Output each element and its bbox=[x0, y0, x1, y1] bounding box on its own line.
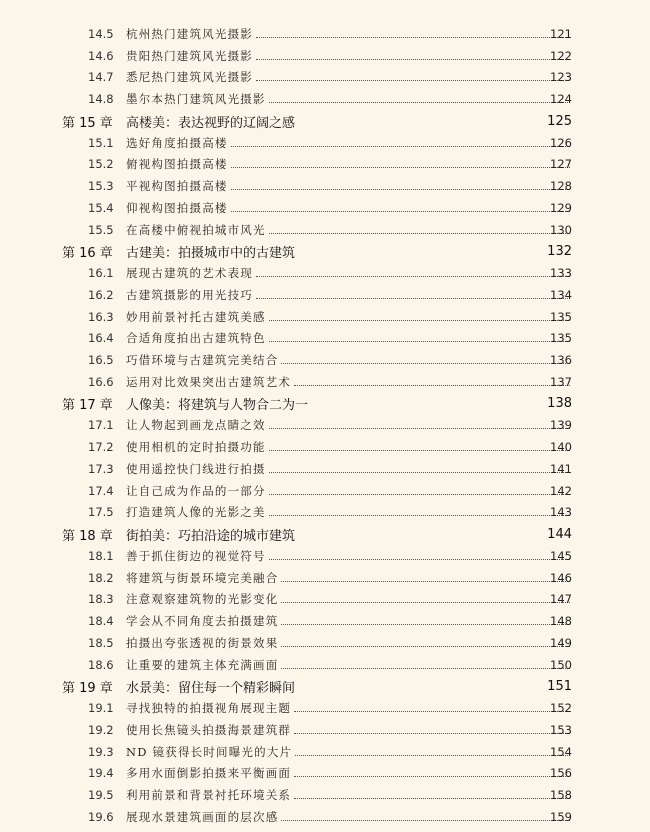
dot-leader bbox=[269, 471, 570, 473]
section-page-number: 130 bbox=[550, 222, 572, 237]
section-number: 19.6 bbox=[88, 809, 114, 824]
section-title: 运用对比效果突出古建筑艺术 bbox=[126, 374, 292, 389]
toc-section-row[interactable] bbox=[0, 589, 650, 611]
section-title-wrap bbox=[126, 178, 570, 194]
chapter-number: 第 15 章 bbox=[62, 115, 113, 131]
section-title-wrap bbox=[126, 135, 570, 151]
chapter-title: 人像美：将建筑与人物合二为一 bbox=[126, 398, 309, 414]
section-title-wrap bbox=[126, 461, 570, 477]
dot-leader bbox=[269, 427, 570, 429]
section-number: 16.4 bbox=[88, 331, 114, 346]
chapter-number: 第 16 章 bbox=[62, 246, 113, 261]
section-title-wrap bbox=[126, 156, 570, 172]
section-title: 巧借环境与古建筑完美结合 bbox=[126, 353, 279, 368]
dot-leader bbox=[281, 645, 570, 647]
dot-leader bbox=[269, 101, 570, 103]
section-title-wrap bbox=[126, 417, 570, 433]
toc-section-row[interactable] bbox=[0, 763, 650, 785]
section-title-wrap bbox=[126, 700, 570, 716]
chapter-number: 第 17 章 bbox=[62, 398, 113, 414]
dot-leader bbox=[281, 362, 570, 364]
dot-leader bbox=[269, 232, 570, 234]
section-number: 15.1 bbox=[88, 135, 114, 150]
section-number: 18.3 bbox=[88, 592, 114, 607]
toc-section-row[interactable] bbox=[0, 567, 650, 589]
toc-section-row[interactable] bbox=[0, 610, 650, 632]
section-page-number: 145 bbox=[550, 548, 572, 563]
dot-leader bbox=[231, 210, 570, 212]
section-title: 选好角度拍摄高楼 bbox=[126, 135, 228, 150]
toc-section-row[interactable] bbox=[0, 284, 650, 306]
toc-chapter-row[interactable] bbox=[0, 241, 650, 263]
section-page-number: 148 bbox=[550, 614, 572, 629]
section-title: 悉尼热门建筑风光摄影 bbox=[126, 70, 253, 85]
section-page-number: 142 bbox=[550, 483, 572, 498]
section-page-number: 133 bbox=[550, 266, 572, 281]
section-number: 18.1 bbox=[88, 548, 114, 563]
toc-section-row[interactable] bbox=[0, 697, 650, 719]
dot-leader bbox=[231, 166, 570, 168]
section-title: ND 镜获得长时间曝光的大片 bbox=[126, 744, 293, 759]
section-page-number: 153 bbox=[550, 722, 572, 737]
section-number: 14.7 bbox=[88, 70, 114, 85]
section-page-number: 156 bbox=[550, 766, 572, 781]
toc-section-row[interactable] bbox=[0, 197, 650, 219]
chapter-page-number: 151 bbox=[547, 679, 572, 694]
chapter-page-number: 144 bbox=[547, 526, 572, 542]
section-page-number: 159 bbox=[550, 809, 572, 824]
section-title: 仰视构图拍摄高楼 bbox=[126, 200, 228, 215]
section-title-wrap bbox=[126, 330, 570, 346]
dot-leader bbox=[281, 623, 570, 625]
dot-leader bbox=[294, 775, 570, 777]
toc-section-row[interactable] bbox=[0, 306, 650, 328]
dot-leader bbox=[269, 449, 570, 451]
section-title: 利用前景和背景衬托环境关系 bbox=[126, 788, 292, 803]
section-number: 18.5 bbox=[88, 635, 114, 650]
toc-section-row[interactable] bbox=[0, 502, 650, 524]
toc-section-row[interactable] bbox=[0, 88, 650, 110]
section-number: 18.6 bbox=[88, 657, 114, 672]
toc-section-row[interactable] bbox=[0, 806, 650, 828]
chapter-number: 第 18 章 bbox=[62, 528, 113, 544]
dot-leader bbox=[231, 188, 570, 190]
section-number: 19.1 bbox=[88, 701, 114, 716]
section-number: 17.2 bbox=[88, 440, 114, 455]
section-page-number: 141 bbox=[550, 461, 572, 476]
section-title: 妙用前景衬托古建筑美感 bbox=[126, 309, 266, 324]
dot-leader bbox=[281, 667, 570, 669]
section-number: 17.4 bbox=[88, 483, 114, 498]
section-title-wrap bbox=[126, 744, 570, 760]
dot-leader bbox=[281, 580, 570, 582]
dot-leader bbox=[294, 797, 570, 799]
section-title: 善于抓住街边的视觉符号 bbox=[126, 548, 266, 563]
toc-section-row[interactable] bbox=[0, 654, 650, 676]
dot-leader bbox=[269, 558, 570, 560]
section-title-wrap bbox=[126, 504, 570, 520]
section-title: 让重要的建筑主体充满画面 bbox=[126, 657, 279, 672]
section-number: 16.1 bbox=[88, 266, 114, 281]
section-title: 展现古建筑的艺术表现 bbox=[126, 266, 253, 281]
section-title-wrap bbox=[126, 787, 570, 803]
section-title: 多用水面倒影拍摄来平衡画面 bbox=[126, 766, 292, 781]
section-number: 19.3 bbox=[88, 744, 114, 759]
section-page-number: 143 bbox=[550, 505, 572, 520]
toc-chapter-row[interactable] bbox=[0, 523, 650, 545]
toc-section-row[interactable] bbox=[0, 132, 650, 154]
toc-section-row[interactable] bbox=[0, 23, 650, 45]
section-number: 14.6 bbox=[88, 48, 114, 63]
section-title-wrap bbox=[126, 200, 570, 216]
chapter-title: 古建美：拍摄城市中的古建筑 bbox=[126, 246, 296, 261]
toc-section-row[interactable] bbox=[0, 371, 650, 393]
toc-section-row[interactable] bbox=[0, 349, 650, 371]
toc-section-row[interactable] bbox=[0, 328, 650, 350]
dot-leader bbox=[256, 79, 570, 81]
toc-section-row[interactable] bbox=[0, 154, 650, 176]
dot-leader bbox=[294, 384, 570, 386]
section-page-number: 152 bbox=[550, 701, 572, 716]
section-page-number: 139 bbox=[550, 418, 572, 433]
chapter-title: 水景美：留住每一个精彩瞬间 bbox=[126, 681, 296, 696]
toc-section-row[interactable] bbox=[0, 458, 650, 480]
section-title: 拍摄出夸张透视的街景效果 bbox=[126, 635, 279, 650]
section-title: 杭州热门建筑风光摄影 bbox=[126, 26, 253, 41]
chapter-page-number: 132 bbox=[547, 244, 572, 259]
dot-leader bbox=[269, 340, 570, 342]
section-title: 让自己成为作品的一部分 bbox=[126, 483, 266, 498]
chapter-number: 第 19 章 bbox=[62, 681, 113, 696]
toc-section-row[interactable] bbox=[0, 436, 650, 458]
section-title-wrap bbox=[126, 591, 570, 607]
section-title: 古建筑摄影的用光技巧 bbox=[126, 287, 253, 302]
section-title-wrap bbox=[126, 613, 570, 629]
section-number: 19.2 bbox=[88, 722, 114, 737]
section-title-wrap bbox=[126, 722, 570, 738]
section-number: 15.4 bbox=[88, 200, 114, 215]
chapter-title: 高楼美：表达视野的辽阔之感 bbox=[126, 115, 296, 131]
section-title-wrap bbox=[126, 374, 570, 390]
dot-leader bbox=[269, 493, 570, 495]
section-number: 16.2 bbox=[88, 287, 114, 302]
section-title-wrap bbox=[126, 69, 570, 85]
section-title: 墨尔本热门建筑风光摄影 bbox=[126, 92, 266, 107]
chapter-page-number: 138 bbox=[547, 396, 572, 412]
section-title: 让人物起到画龙点睛之效 bbox=[126, 418, 266, 433]
section-title: 平视构图拍摄高楼 bbox=[126, 179, 228, 194]
section-page-number: 127 bbox=[550, 157, 572, 172]
section-number: 19.4 bbox=[88, 766, 114, 781]
dot-leader bbox=[269, 319, 570, 321]
section-title-wrap bbox=[126, 570, 570, 586]
section-page-number: 121 bbox=[550, 26, 572, 41]
section-title: 使用相机的定时拍摄功能 bbox=[126, 440, 266, 455]
toc-section-row[interactable] bbox=[0, 784, 650, 806]
section-number: 18.2 bbox=[88, 570, 114, 585]
section-page-number: 135 bbox=[550, 309, 572, 324]
toc-section-row[interactable] bbox=[0, 480, 650, 502]
toc-chapter-row[interactable] bbox=[0, 676, 650, 698]
toc-section-row[interactable] bbox=[0, 219, 650, 241]
section-page-number: 123 bbox=[550, 70, 572, 85]
section-title-wrap bbox=[126, 287, 570, 303]
section-title: 俯视构图拍摄高楼 bbox=[126, 157, 228, 172]
section-page-number: 149 bbox=[550, 635, 572, 650]
section-title-wrap bbox=[126, 91, 570, 107]
section-number: 16.6 bbox=[88, 374, 114, 389]
dot-leader bbox=[294, 710, 570, 712]
section-title: 学会从不同角度去拍摄建筑 bbox=[126, 614, 279, 629]
section-title-wrap bbox=[126, 809, 570, 825]
section-title: 寻找独特的拍摄视角展现主题 bbox=[126, 701, 292, 716]
section-title-wrap bbox=[126, 26, 570, 42]
section-number: 14.8 bbox=[88, 92, 114, 107]
section-title: 展现水景建筑画面的层次感 bbox=[126, 809, 279, 824]
section-page-number: 134 bbox=[550, 287, 572, 302]
chapter-title: 街拍美：巧拍沿途的城市建筑 bbox=[126, 528, 296, 544]
toc-section-row[interactable] bbox=[0, 262, 650, 284]
toc-section-row[interactable] bbox=[0, 67, 650, 89]
section-page-number: 135 bbox=[550, 331, 572, 346]
dot-leader bbox=[256, 36, 570, 38]
dot-leader bbox=[294, 732, 570, 734]
section-page-number: 136 bbox=[550, 353, 572, 368]
toc-section-row[interactable] bbox=[0, 632, 650, 654]
section-title-wrap bbox=[126, 352, 570, 368]
section-number: 18.4 bbox=[88, 614, 114, 629]
section-number: 16.5 bbox=[88, 353, 114, 368]
section-title: 注意观察建筑物的光影变化 bbox=[126, 592, 279, 607]
section-title: 贵阳热门建筑风光摄影 bbox=[126, 48, 253, 63]
dot-leader bbox=[281, 819, 570, 821]
section-title-wrap bbox=[126, 548, 570, 564]
section-title: 将建筑与街景环境完美融合 bbox=[126, 570, 279, 585]
section-page-number: 154 bbox=[550, 744, 572, 759]
dot-leader bbox=[281, 601, 570, 603]
section-number: 14.5 bbox=[88, 26, 114, 41]
section-title: 在高楼中俯视拍城市风光 bbox=[126, 222, 266, 237]
section-title-wrap bbox=[126, 657, 570, 673]
section-title-wrap bbox=[126, 635, 570, 651]
section-page-number: 122 bbox=[550, 48, 572, 63]
section-title: 使用遥控快门线进行拍摄 bbox=[126, 461, 266, 476]
toc-section-row[interactable] bbox=[0, 45, 650, 67]
toc-section-row[interactable] bbox=[0, 719, 650, 741]
section-title-wrap bbox=[126, 309, 570, 325]
section-page-number: 128 bbox=[550, 179, 572, 194]
section-page-number: 158 bbox=[550, 788, 572, 803]
section-page-number: 126 bbox=[550, 135, 572, 150]
toc-chapter-row[interactable] bbox=[0, 393, 650, 415]
section-page-number: 129 bbox=[550, 200, 572, 215]
dot-leader bbox=[231, 145, 570, 147]
toc-section-row[interactable] bbox=[0, 545, 650, 567]
toc-chapter-row[interactable] bbox=[0, 110, 650, 132]
dot-leader bbox=[256, 297, 570, 299]
section-title: 使用长焦镜头拍摄海景建筑群 bbox=[126, 722, 292, 737]
section-title-wrap bbox=[126, 483, 570, 499]
section-number: 17.1 bbox=[88, 418, 114, 433]
section-page-number: 146 bbox=[550, 570, 572, 585]
section-title-wrap bbox=[126, 765, 570, 781]
toc-section-row[interactable] bbox=[0, 741, 650, 763]
section-page-number: 150 bbox=[550, 657, 572, 672]
section-number: 16.3 bbox=[88, 309, 114, 324]
section-number: 17.5 bbox=[88, 505, 114, 520]
chapter-page-number: 125 bbox=[547, 113, 572, 129]
section-page-number: 124 bbox=[550, 92, 572, 107]
section-number: 15.5 bbox=[88, 222, 114, 237]
section-title-wrap bbox=[126, 265, 570, 281]
section-page-number: 147 bbox=[550, 592, 572, 607]
toc-section-row[interactable] bbox=[0, 175, 650, 197]
section-title-wrap bbox=[126, 222, 570, 238]
toc-section-row[interactable] bbox=[0, 415, 650, 437]
section-title-wrap bbox=[126, 439, 570, 455]
section-title: 打造建筑人像的光影之美 bbox=[126, 505, 266, 520]
section-title-wrap bbox=[126, 48, 570, 64]
section-page-number: 137 bbox=[550, 374, 572, 389]
section-title: 合适角度拍出古建筑特色 bbox=[126, 331, 266, 346]
section-number: 17.3 bbox=[88, 461, 114, 476]
section-number: 19.5 bbox=[88, 788, 114, 803]
dot-leader bbox=[295, 754, 570, 756]
section-page-number: 140 bbox=[550, 440, 572, 455]
section-number: 15.2 bbox=[88, 157, 114, 172]
dot-leader bbox=[256, 58, 570, 60]
dot-leader bbox=[269, 514, 570, 516]
section-number: 15.3 bbox=[88, 179, 114, 194]
dot-leader bbox=[256, 275, 570, 277]
